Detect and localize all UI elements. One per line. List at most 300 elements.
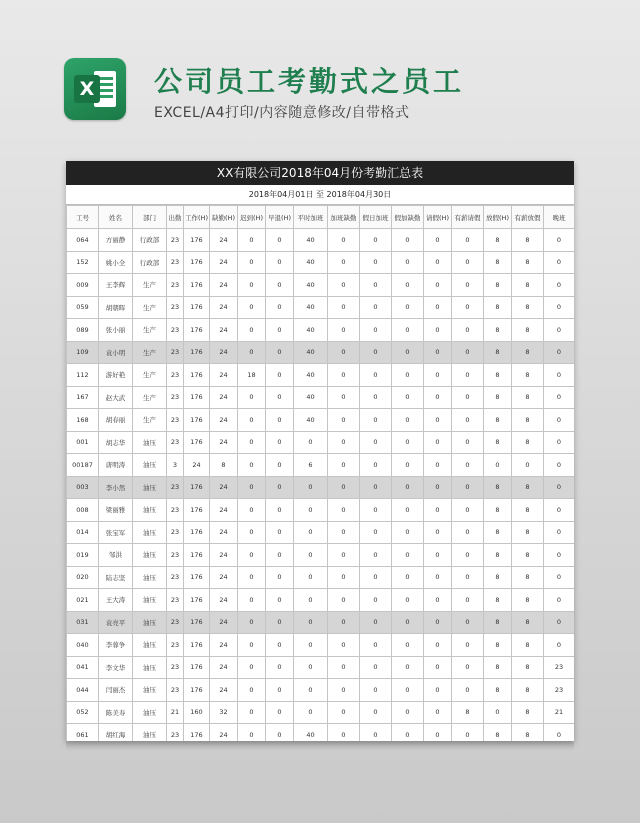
table-cell: 8 xyxy=(512,319,544,342)
table-cell: 8 xyxy=(512,386,544,409)
table-cell: 176 xyxy=(184,431,210,454)
table-cell: 0 xyxy=(266,701,294,724)
table-cell: 0 xyxy=(452,521,484,544)
table-cell: 0 xyxy=(294,701,328,724)
table-row xyxy=(67,476,575,499)
table-cell: 8 xyxy=(452,701,484,724)
table-cell: 176 xyxy=(184,409,210,432)
table-cell: 0 xyxy=(544,364,575,387)
table-cell: 0 xyxy=(452,229,484,252)
excel-x-badge: X xyxy=(74,75,100,103)
table-cell: 8 xyxy=(484,679,512,702)
table-cell: 8 xyxy=(512,724,544,742)
table-cell: 0 xyxy=(392,544,424,567)
table-cell: 0 xyxy=(392,521,424,544)
table-cell: 019 xyxy=(67,544,99,567)
table-cell: 油压 xyxy=(133,611,167,634)
table-cell: 0 xyxy=(266,364,294,387)
table-cell: 0 xyxy=(328,251,360,274)
table-cell: 8 xyxy=(512,566,544,589)
sheet-banner-title: XX有限公司2018年04月份考勤汇总表 xyxy=(66,161,574,185)
table-cell: 0 xyxy=(294,521,328,544)
table-cell: 24 xyxy=(210,499,238,522)
table-cell: 052 xyxy=(67,701,99,724)
table-cell: 0 xyxy=(452,589,484,612)
table-cell: 3 xyxy=(167,454,184,477)
table-cell: 176 xyxy=(184,274,210,297)
table-cell: 176 xyxy=(184,364,210,387)
table-cell: 油压 xyxy=(133,679,167,702)
table-cell: 0 xyxy=(360,409,392,432)
table-cell: 0 xyxy=(328,521,360,544)
table-cell: 0 xyxy=(328,431,360,454)
table-cell: 0 xyxy=(452,634,484,657)
column-header: 缺勤(H) xyxy=(210,206,238,229)
table-cell: 0 xyxy=(360,274,392,297)
table-cell: 0 xyxy=(392,274,424,297)
table-cell: 0 xyxy=(452,251,484,274)
column-header: 部门 xyxy=(133,206,167,229)
table-cell: 0 xyxy=(392,364,424,387)
table-cell: 23 xyxy=(167,341,184,364)
table-cell: 0 xyxy=(360,499,392,522)
table-cell: 031 xyxy=(67,611,99,634)
table-row xyxy=(67,386,575,409)
column-header: 假日加班 xyxy=(360,206,392,229)
table-cell: 0 xyxy=(294,679,328,702)
table-cell: 8 xyxy=(512,589,544,612)
table-cell: 40 xyxy=(294,409,328,432)
table-cell: 0 xyxy=(424,634,452,657)
table-cell: 0 xyxy=(452,341,484,364)
table-cell: 0 xyxy=(452,454,484,477)
table-cell: 0 xyxy=(328,499,360,522)
table-cell: 8 xyxy=(512,274,544,297)
table-cell: 陆志坚 xyxy=(99,566,133,589)
table-cell: 0 xyxy=(544,296,575,319)
table-cell: 0 xyxy=(294,634,328,657)
table-cell: 0 xyxy=(360,386,392,409)
page-title: 公司员工考勤式之员工 xyxy=(154,65,465,98)
column-header: 迟到(H) xyxy=(238,206,266,229)
table-cell: 24 xyxy=(210,634,238,657)
table-cell: 0 xyxy=(424,679,452,702)
table-cell: 0 xyxy=(328,656,360,679)
table-cell: 24 xyxy=(210,544,238,567)
table-cell: 0 xyxy=(392,319,424,342)
table-cell: 24 xyxy=(210,364,238,387)
table-cell: 李文华 xyxy=(99,656,133,679)
table-cell: 0 xyxy=(328,544,360,567)
table-cell: 0 xyxy=(424,499,452,522)
table-cell: 0 xyxy=(392,409,424,432)
table-cell: 23 xyxy=(167,251,184,274)
table-cell: 0 xyxy=(238,274,266,297)
table-cell: 40 xyxy=(294,724,328,742)
table-cell: 160 xyxy=(184,701,210,724)
table-cell: 0 xyxy=(294,431,328,454)
table-cell: 0 xyxy=(512,454,544,477)
table-cell: 生产 xyxy=(133,364,167,387)
table-cell: 176 xyxy=(184,679,210,702)
table-cell: 23 xyxy=(167,229,184,252)
table-cell: 王大涛 xyxy=(99,589,133,612)
table-cell: 23 xyxy=(167,679,184,702)
page-subtitle: EXCEL/A4打印/内容随意修改/自带格式 xyxy=(154,105,410,121)
table-cell: 行政部 xyxy=(133,251,167,274)
table-cell: 40 xyxy=(294,386,328,409)
table-cell: 袁亮平 xyxy=(99,611,133,634)
table-cell: 0 xyxy=(266,476,294,499)
table-cell: 0 xyxy=(328,341,360,364)
table-cell: 24 xyxy=(210,589,238,612)
table-cell: 0 xyxy=(266,724,294,742)
table-cell: 0 xyxy=(392,724,424,742)
table-cell: 109 xyxy=(67,341,99,364)
table-cell: 生产 xyxy=(133,409,167,432)
table-cell: 0 xyxy=(238,454,266,477)
table-cell: 0 xyxy=(452,476,484,499)
table-cell: 0 xyxy=(238,656,266,679)
sheet-shadow xyxy=(66,741,574,751)
column-header: 平时加班 xyxy=(294,206,328,229)
table-row xyxy=(67,701,575,724)
table-cell: 021 xyxy=(67,589,99,612)
table-cell: 0 xyxy=(544,611,575,634)
table-cell: 0 xyxy=(238,476,266,499)
table-cell: 游好艳 xyxy=(99,364,133,387)
table-cell: 油压 xyxy=(133,454,167,477)
table-cell: 8 xyxy=(512,611,544,634)
table-cell: 8 xyxy=(512,296,544,319)
table-cell: 油压 xyxy=(133,431,167,454)
table-cell: 方丽静 xyxy=(99,229,133,252)
table-cell: 0 xyxy=(544,386,575,409)
table-row xyxy=(67,634,575,657)
table-cell: 油压 xyxy=(133,634,167,657)
table-row xyxy=(67,499,575,522)
table-cell: 0 xyxy=(266,251,294,274)
table-cell: 0 xyxy=(360,431,392,454)
table-cell: 0 xyxy=(452,544,484,567)
table-cell: 061 xyxy=(67,724,99,742)
table-cell: 0 xyxy=(266,544,294,567)
table-cell: 0 xyxy=(424,296,452,319)
table-cell: 40 xyxy=(294,296,328,319)
table-cell: 40 xyxy=(294,319,328,342)
table-row xyxy=(67,566,575,589)
table-cell: 油压 xyxy=(133,566,167,589)
table-cell: 24 xyxy=(210,251,238,274)
table-cell: 6 xyxy=(294,454,328,477)
table-cell: 0 xyxy=(424,364,452,387)
table-cell: 0 xyxy=(238,499,266,522)
table-cell: 176 xyxy=(184,319,210,342)
table-cell: 0 xyxy=(238,544,266,567)
table-cell: 陈美寿 xyxy=(99,701,133,724)
table-cell: 0 xyxy=(328,679,360,702)
table-cell: 23 xyxy=(167,544,184,567)
table-cell: 009 xyxy=(67,274,99,297)
table-cell: 8 xyxy=(484,476,512,499)
table-cell: 姚小全 xyxy=(99,251,133,274)
table-cell: 23 xyxy=(544,679,575,702)
table-cell: 24 xyxy=(210,679,238,702)
table-cell: 0 xyxy=(424,409,452,432)
table-row xyxy=(67,274,575,297)
table-cell: 0 xyxy=(452,431,484,454)
table-cell: 064 xyxy=(67,229,99,252)
table-cell: 0 xyxy=(266,589,294,612)
table-cell: 21 xyxy=(544,701,575,724)
table-cell: 0 xyxy=(328,589,360,612)
table-cell: 0 xyxy=(424,476,452,499)
table-cell: 0 xyxy=(238,251,266,274)
excel-app-icon xyxy=(64,58,126,120)
table-cell: 0 xyxy=(360,229,392,252)
table-cell: 8 xyxy=(484,229,512,252)
table-cell: 0 xyxy=(544,521,575,544)
table-cell: 23 xyxy=(167,386,184,409)
table-cell: 0 xyxy=(392,611,424,634)
table-cell: 0 xyxy=(484,701,512,724)
table-cell: 胡朝晖 xyxy=(99,296,133,319)
table-cell: 0 xyxy=(266,386,294,409)
table-cell: 0 xyxy=(360,566,392,589)
table-cell: 040 xyxy=(67,634,99,657)
table-cell: 0 xyxy=(544,454,575,477)
table-cell: 生产 xyxy=(133,274,167,297)
table-cell: 0 xyxy=(266,611,294,634)
table-cell: 8 xyxy=(484,521,512,544)
table-cell: 0 xyxy=(484,454,512,477)
table-cell: 0 xyxy=(452,386,484,409)
table-cell: 8 xyxy=(484,656,512,679)
table-cell: 0 xyxy=(294,656,328,679)
table-cell: 油压 xyxy=(133,656,167,679)
table-row xyxy=(67,431,575,454)
table-cell: 18 xyxy=(238,364,266,387)
table-cell: 8 xyxy=(512,229,544,252)
table-cell: 生产 xyxy=(133,341,167,364)
table-cell: 176 xyxy=(184,251,210,274)
table-cell: 0 xyxy=(360,544,392,567)
table-cell: 0 xyxy=(392,566,424,589)
table-cell: 8 xyxy=(484,611,512,634)
table-row xyxy=(67,679,575,702)
table-cell: 生产 xyxy=(133,296,167,319)
table-cell: 梁丽雅 xyxy=(99,499,133,522)
table-cell: 0 xyxy=(238,611,266,634)
table-cell: 张小丽 xyxy=(99,319,133,342)
table-cell: 0 xyxy=(328,454,360,477)
table-cell: 0 xyxy=(544,499,575,522)
table-cell: 8 xyxy=(512,364,544,387)
table-cell: 8 xyxy=(210,454,238,477)
table-cell: 0 xyxy=(392,341,424,364)
table-cell: 24 xyxy=(210,431,238,454)
table-cell: 0 xyxy=(452,319,484,342)
table-row xyxy=(67,341,575,364)
table-cell: 40 xyxy=(294,341,328,364)
table-cell: 0 xyxy=(328,566,360,589)
table-cell: 8 xyxy=(512,521,544,544)
table-cell: 0 xyxy=(424,319,452,342)
table-cell: 176 xyxy=(184,296,210,319)
table-cell: 油压 xyxy=(133,499,167,522)
table-cell: 041 xyxy=(67,656,99,679)
table-cell: 0 xyxy=(452,409,484,432)
table-cell: 176 xyxy=(184,634,210,657)
column-header: 加班缺勤 xyxy=(328,206,360,229)
table-cell: 0 xyxy=(360,724,392,742)
table-cell: 23 xyxy=(167,724,184,742)
table-cell: 0 xyxy=(424,521,452,544)
table-cell: 0 xyxy=(392,431,424,454)
table-cell: 23 xyxy=(167,476,184,499)
table-cell: 8 xyxy=(512,341,544,364)
table-cell: 8 xyxy=(484,274,512,297)
table-cell: 0 xyxy=(544,251,575,274)
table-cell: 行政部 xyxy=(133,229,167,252)
table-cell: 唐明涛 xyxy=(99,454,133,477)
table-cell: 油压 xyxy=(133,589,167,612)
table-cell: 0 xyxy=(392,589,424,612)
column-header: 有薪放假 xyxy=(512,206,544,229)
table-cell: 23 xyxy=(167,409,184,432)
table-cell: 0 xyxy=(266,341,294,364)
table-row xyxy=(67,589,575,612)
table-cell: 0 xyxy=(360,634,392,657)
table-cell: 0 xyxy=(424,544,452,567)
table-cell: 0 xyxy=(424,386,452,409)
table-cell: 0 xyxy=(238,724,266,742)
table-cell: 0 xyxy=(266,679,294,702)
table-cell: 0 xyxy=(424,724,452,742)
table-cell: 8 xyxy=(484,589,512,612)
table-cell: 油压 xyxy=(133,724,167,742)
table-cell: 0 xyxy=(452,724,484,742)
table-row xyxy=(67,296,575,319)
table-cell: 0 xyxy=(392,251,424,274)
table-cell: 0 xyxy=(266,274,294,297)
table-cell: 24 xyxy=(210,521,238,544)
table-cell: 008 xyxy=(67,499,99,522)
table-cell: 0 xyxy=(544,409,575,432)
table-cell: 0 xyxy=(328,274,360,297)
table-cell: 邹洪 xyxy=(99,544,133,567)
table-cell: 0 xyxy=(544,566,575,589)
table-cell: 0 xyxy=(392,229,424,252)
table-cell: 生产 xyxy=(133,319,167,342)
table-cell: 0 xyxy=(392,656,424,679)
table-cell: 112 xyxy=(67,364,99,387)
table-cell: 0 xyxy=(544,589,575,612)
table-cell: 0 xyxy=(392,454,424,477)
table-cell: 0 xyxy=(392,679,424,702)
table-cell: 0 xyxy=(360,701,392,724)
table-cell: 0 xyxy=(266,521,294,544)
table-cell: 0 xyxy=(424,341,452,364)
table-cell: 闫丽杰 xyxy=(99,679,133,702)
table-cell: 24 xyxy=(210,319,238,342)
table-cell: 167 xyxy=(67,386,99,409)
table-cell: 0 xyxy=(544,476,575,499)
table-cell: 赵大武 xyxy=(99,386,133,409)
table-cell: 张宝军 xyxy=(99,521,133,544)
table-cell: 油压 xyxy=(133,521,167,544)
table-cell: 0 xyxy=(328,611,360,634)
table-cell: 0 xyxy=(266,319,294,342)
table-cell: 0 xyxy=(452,364,484,387)
table-cell: 8 xyxy=(512,251,544,274)
table-cell: 0 xyxy=(266,229,294,252)
table-cell: 王李辉 xyxy=(99,274,133,297)
table-cell: 24 xyxy=(210,611,238,634)
table-cell: 24 xyxy=(210,386,238,409)
table-cell: 0 xyxy=(266,409,294,432)
column-header: 工作(H) xyxy=(184,206,210,229)
table-cell: 胡春丽 xyxy=(99,409,133,432)
column-header: 有薪请假 xyxy=(452,206,484,229)
table-cell: 24 xyxy=(210,566,238,589)
table-cell: 014 xyxy=(67,521,99,544)
table-cell: 23 xyxy=(167,521,184,544)
table-cell: 0 xyxy=(544,431,575,454)
table-cell: 袁小明 xyxy=(99,341,133,364)
table-cell: 8 xyxy=(512,544,544,567)
table-cell: 176 xyxy=(184,386,210,409)
table-cell: 23 xyxy=(167,656,184,679)
table-cell: 8 xyxy=(512,431,544,454)
table-body xyxy=(67,229,575,742)
table-cell: 0 xyxy=(392,499,424,522)
table-cell: 23 xyxy=(167,274,184,297)
table-cell: 油压 xyxy=(133,701,167,724)
table-cell: 40 xyxy=(294,229,328,252)
table-cell: 0 xyxy=(328,701,360,724)
table-cell: 0 xyxy=(294,476,328,499)
table-cell: 0 xyxy=(544,544,575,567)
table-cell: 0 xyxy=(294,544,328,567)
table-cell: 胡红海 xyxy=(99,724,133,742)
table-cell: 001 xyxy=(67,431,99,454)
table-cell: 23 xyxy=(167,589,184,612)
table-cell: 168 xyxy=(67,409,99,432)
table-cell: 0 xyxy=(452,679,484,702)
table-cell: 0 xyxy=(452,274,484,297)
table-cell: 176 xyxy=(184,656,210,679)
table-cell: 0 xyxy=(360,656,392,679)
table-cell: 152 xyxy=(67,251,99,274)
table-cell: 089 xyxy=(67,319,99,342)
table-cell: 0 xyxy=(424,656,452,679)
table-cell: 0 xyxy=(328,296,360,319)
table-cell: 胡志华 xyxy=(99,431,133,454)
table-cell: 0 xyxy=(360,319,392,342)
table-cell: 8 xyxy=(484,431,512,454)
table-cell: 24 xyxy=(210,229,238,252)
table-cell: 0 xyxy=(328,409,360,432)
table-cell: 044 xyxy=(67,679,99,702)
table-cell: 176 xyxy=(184,544,210,567)
table-cell: 24 xyxy=(210,274,238,297)
table-cell: 176 xyxy=(184,341,210,364)
table-cell: 0 xyxy=(392,296,424,319)
table-cell: 23 xyxy=(167,319,184,342)
table-cell: 0 xyxy=(452,296,484,319)
table-cell: 8 xyxy=(512,499,544,522)
